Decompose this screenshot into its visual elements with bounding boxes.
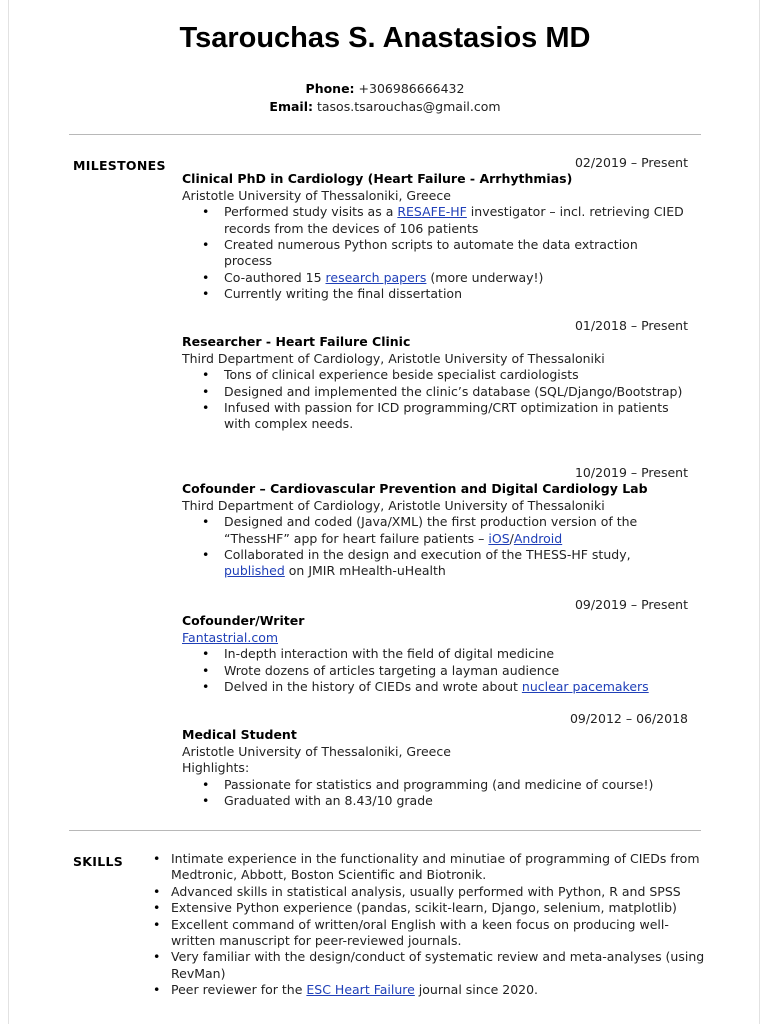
research-papers-link[interactable]: research papers: [325, 269, 427, 285]
list-item: [149, 884, 709, 900]
entry-date: 01/2018 – Present: [574, 318, 688, 333]
list-item: [149, 949, 709, 982]
bullet-text: Co-authored 15: [224, 269, 326, 285]
entry-organization: Aristotle University of Thessaloniki, Greece: [182, 743, 451, 759]
bullet-text: investigator – incl. retrieving CIED records from the devices of 106 patients: [224, 204, 684, 236]
milestone-entry: [182, 711, 688, 809]
entry-date: 09/2019 – Present: [574, 597, 688, 612]
email-value: tasos.tsarouchas@gmail.com: [316, 99, 501, 114]
email-line: [9, 99, 761, 114]
nuclear-pacemakers-link[interactable]: nuclear pacemakers: [521, 679, 649, 695]
skill-text: journal since 2020.: [414, 982, 539, 998]
bullet-text: Passionate for statistics and programming (and medicine of course!): [224, 776, 654, 792]
highlights-label: Highlights:: [182, 760, 250, 776]
phone-label: Phone:: [305, 81, 355, 96]
list-item: [182, 286, 688, 302]
ios-link[interactable]: iOS: [488, 530, 510, 546]
bullet-text: In-depth interaction with the field of digital medicine: [224, 646, 555, 662]
bullet-text: Performed study visits as a: [224, 204, 398, 220]
entry-title: Cofounder – Cardiovascular Prevention and Digital Cardiology Lab: [182, 481, 648, 497]
resafe-hf-link[interactable]: RESAFE-HF: [397, 204, 467, 220]
entry-bullets: [182, 204, 688, 302]
list-item: [182, 663, 688, 679]
list-item: [149, 917, 709, 950]
milestone-entry: [182, 318, 688, 433]
skill-text: Peer reviewer for the: [171, 982, 307, 998]
bullet-text: (more underway!): [426, 269, 544, 285]
entry-title: Cofounder/Writer: [182, 613, 305, 629]
list-item: [182, 777, 688, 793]
entry-bullets: [182, 646, 688, 695]
milestone-entry: [182, 155, 688, 303]
entry-date: 02/2019 – Present: [574, 155, 688, 170]
bullet-text: Tons of clinical experience beside specialist cardiologists: [224, 367, 579, 383]
bullet-text: Designed and implemented the clinic’s database (SQL/Django/Bootstrap): [224, 383, 683, 399]
bullet-text: Graduated with an 8.43/10 grade: [224, 793, 433, 809]
entry-title: Clinical PhD in Cardiology (Heart Failure - Arrhythmias): [182, 171, 573, 187]
resume-page: [8, 0, 760, 1024]
entry-date: 09/2012 – 06/2018: [569, 711, 688, 726]
bullet-text: on JMIR mHealth-uHealth: [284, 563, 446, 579]
section-title-skills: SKILLS: [73, 854, 124, 869]
phone-line: [9, 81, 761, 96]
bullet-text: /: [509, 530, 514, 546]
list-item: [149, 982, 709, 998]
entry-organization: Third Department of Cardiology, Aristotle University of Thessaloniki: [182, 350, 605, 366]
list-item: [182, 237, 688, 270]
list-item: [182, 679, 688, 695]
list-item: [182, 793, 688, 809]
list-item: [182, 646, 688, 662]
published-link[interactable]: published: [224, 563, 285, 579]
candidate-name: Tsarouchas S. Anastasios MD: [179, 22, 591, 54]
entry-title: Medical Student: [182, 727, 297, 743]
skill-text: Very familiar with the design/conduct of systematic review and meta-analyses (using RevMan): [171, 949, 705, 981]
fantastrial-link[interactable]: Fantastrial.com: [182, 629, 279, 645]
bullet-text: Created numerous Python scripts to automate the data extraction process: [224, 237, 638, 269]
bullet-text: Delved in the history of CIEDs and wrote about: [224, 679, 522, 695]
android-link[interactable]: Android: [513, 530, 563, 546]
bullet-text: Collaborated in the design and execution of the THESS-HF study,: [224, 547, 631, 563]
bullet-text: Infused with passion for ICD programming/CRT optimization in patients with complex needs.: [224, 400, 669, 432]
skills-list-container: [149, 851, 709, 999]
milestone-entry: [182, 597, 688, 695]
bullet-text: Currently writing the final dissertation: [224, 286, 462, 302]
entry-bullets: [182, 367, 688, 433]
list-item: [182, 204, 688, 237]
bullet-text: Designed and coded (Java/XML) the first production version of the “ThessHF” app for heart failure patients –: [224, 514, 638, 546]
entry-organization: Third Department of Cardiology, Aristotle University of Thessaloniki: [182, 497, 605, 513]
divider: [69, 134, 701, 135]
entry-date: 10/2019 – Present: [574, 465, 688, 480]
esc-heart-failure-link[interactable]: ESC Heart Failure: [306, 982, 415, 998]
skill-text: Extensive Python experience (pandas, scikit-learn, Django, selenium, matplotlib): [171, 900, 677, 916]
skills-list: [149, 851, 709, 999]
skill-text: Advanced skills in statistical analysis, usually performed with Python, R and SPSS: [171, 883, 681, 899]
skill-text: Excellent command of written/oral English with a keen focus on producing well-written manuscript for peer-reviewed journals.: [171, 916, 669, 949]
list-item: [149, 851, 709, 884]
entry-bullets: [182, 777, 688, 810]
list-item: [182, 514, 688, 547]
divider: [69, 830, 701, 831]
bullet-text: Wrote dozens of articles targeting a layman audience: [224, 662, 560, 678]
section-title-milestones: MILESTONES: [73, 158, 166, 173]
list-item: [182, 547, 688, 580]
list-item: [182, 384, 688, 400]
entry-organization: Aristotle University of Thessaloniki, Greece: [182, 187, 451, 203]
list-item: [182, 367, 688, 383]
list-item: [182, 400, 688, 433]
phone-value: +306986666432: [358, 81, 465, 96]
entry-bullets: [182, 514, 688, 580]
list-item: [182, 270, 688, 286]
entry-title: Researcher - Heart Failure Clinic: [182, 334, 411, 350]
email-label: Email:: [269, 99, 313, 114]
milestone-entry: [182, 465, 688, 580]
skill-text: Intimate experience in the functionality and minutiae of programming of CIEDs from Medtronic, Abbott, Boston Scientific and Biotronik.: [171, 851, 700, 883]
list-item: [149, 900, 709, 916]
